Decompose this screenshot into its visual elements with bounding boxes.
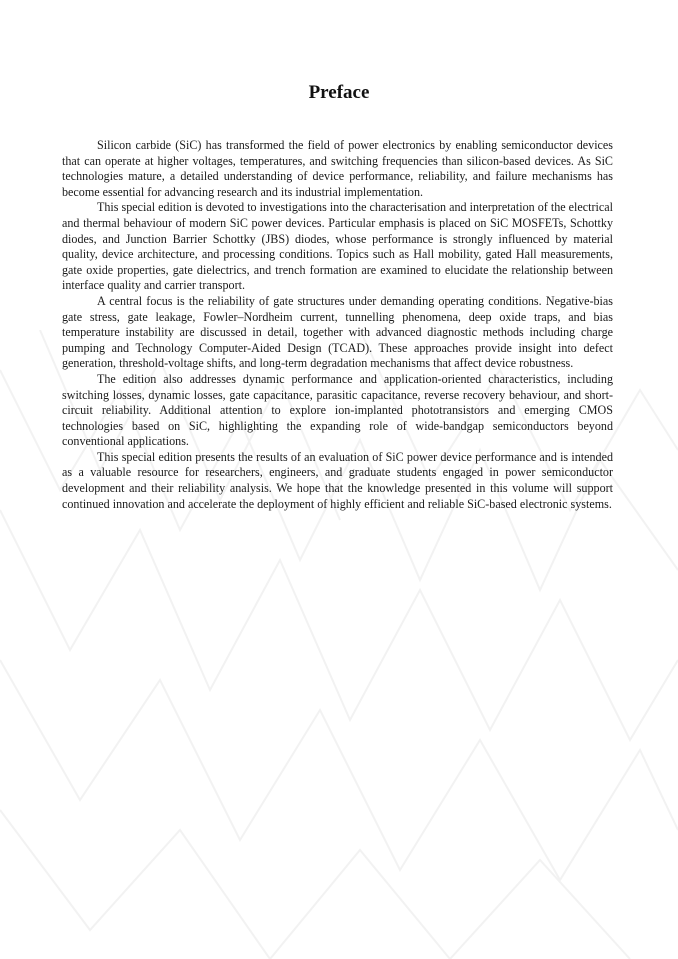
paragraph-1: Silicon carbide (SiC) has transformed the field of power electronics by enabling semiconductor devices that can operate at higher voltages, temperatures, and switching frequencies than silicon-based devices. As SiC technologies mature, a detailed understanding of device performance, reliability, and failure mechanisms has become essential for advancing research and its industrial implementation. (62, 138, 613, 199)
paragraph-2: This special edition is devoted to investigations into the characterisation and interpretation of the electrical and thermal behaviour of modern SiC power devices. Particular emphasis is placed on SiC MOSFETs, Schottky diodes, and Junction Barrier Schottky (JBS) diodes, whose performance is strongly influenced by material quality, device architecture, and processing conditions. Topics such as Hall mobility, gated Hall measurements, gate oxide properties, gate dielectrics, and trench formation are examined to elucidate the relationship between interface quality and carrier transport. (62, 200, 613, 293)
page-title: Preface (308, 82, 370, 103)
paragraph-4: The edition also addresses dynamic performance and application-oriented characteristics, including switching losses, dynamic losses, gate capacitance, parasitic capacitance, reverse recovery behaviour, and short-circuit reliability. Additional attention to explore ion-implanted phototransistors and emerging CMOS technologies based on SiC, highlighting the expanding role of wide-bandgap semiconductors beyond conventional applications. (62, 371, 613, 449)
preface-body (62, 138, 613, 512)
paragraph-5: This special edition presents the results of an evaluation of SiC power device performance and is intended as a valuable resource for researchers, engineers, and graduate students engaged in power semiconductor development and their reliability analysis. We hope that the knowledge presented in this volume will support continued innovation and accelerate the deployment of highly efficient and reliable SiC-based electronic systems. (62, 449, 613, 511)
paragraph-3: A central focus is the reliability of gate structures under demanding operating conditions. Negative-bias gate stress, gate leakage, Fowler–Nordheim current, tunnelling phenomena, deep oxide traps, and bias temperature instability are discussed in detail, together with advanced diagnostic methods including charge pumping and Technology Computer-Aided Design (TCAD). These approaches provide insight into defect generation, threshold-voltage shifts, and long-term degradation mechanisms that affect device robustness. (62, 293, 613, 371)
